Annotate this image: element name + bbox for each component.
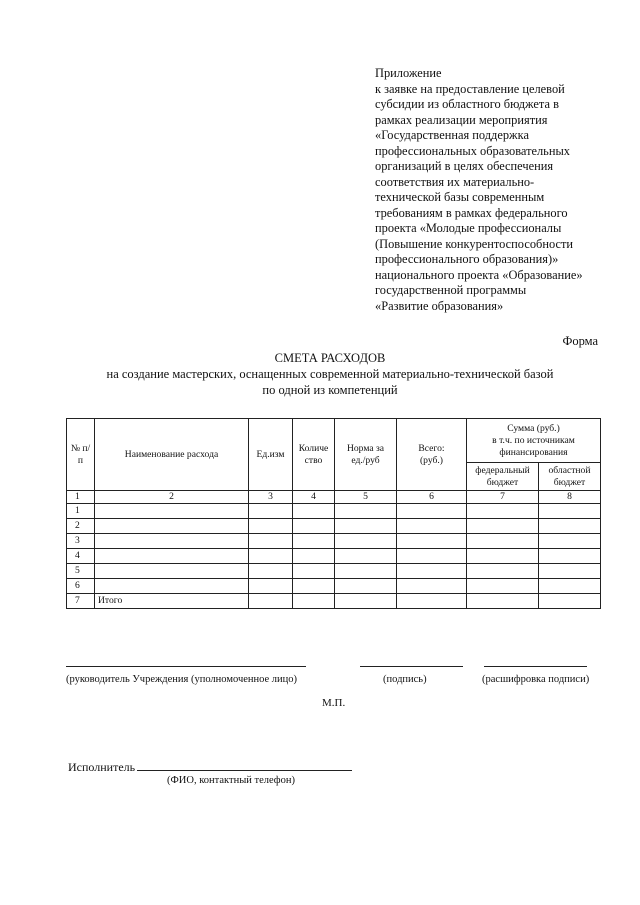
appendix-line: Приложение: [375, 66, 442, 80]
executor-label: Исполнитель: [68, 760, 136, 774]
value-cell[interactable]: [539, 549, 601, 564]
row-number: 6: [67, 579, 95, 594]
table-row: [67, 564, 601, 579]
row-number: 7: [67, 594, 95, 609]
expense-name-cell: [95, 564, 249, 579]
appendix-block: [375, 66, 625, 314]
appendix-line: технической базы современным: [375, 190, 545, 204]
row-number: 1: [67, 504, 95, 519]
header-quantity-line-2: ство: [304, 454, 323, 466]
table-row: [67, 549, 601, 564]
expense-name-cell: [95, 579, 249, 594]
value-cell[interactable]: [335, 534, 397, 549]
value-cell[interactable]: [397, 594, 467, 609]
signature-caption: (подпись): [383, 674, 427, 685]
row-number: 2: [67, 519, 95, 534]
appendix-line: к заявке на предоставление целевой: [375, 81, 565, 96]
expense-name-cell: [95, 534, 249, 549]
appendix-line: соответствия их материально-: [375, 174, 535, 189]
appendix-line: профессионального образования)»: [375, 252, 559, 266]
expense-name-cell: [95, 519, 249, 534]
appendix-line: (Повышение конкурентоспособности: [375, 236, 573, 251]
appendix-line: проекта «Молодые профессионалы: [375, 221, 562, 235]
header-name: Наименование расхода: [95, 419, 249, 491]
value-cell[interactable]: [397, 549, 467, 564]
value-cell[interactable]: [335, 594, 397, 609]
header-regional: [539, 463, 601, 491]
executor-line[interactable]: [137, 770, 352, 771]
header-regional-line-2: бюджет: [553, 476, 586, 488]
appendix-line: требованиям в рамках федерального: [375, 205, 568, 220]
title-line-1: СМЕТА РАСХОДОВ: [274, 351, 386, 365]
column-number: 1: [67, 491, 95, 504]
value-cell[interactable]: [335, 579, 397, 594]
stamp-label: М.П.: [322, 697, 346, 709]
header-sum: [467, 419, 601, 463]
header-norm-line-1: Норма за: [346, 442, 385, 454]
document-title: [60, 350, 600, 398]
header-total-line-1: Всего:: [418, 442, 445, 454]
header-num: № п/п: [67, 419, 95, 491]
expense-name-cell: [95, 549, 249, 564]
value-cell[interactable]: [539, 564, 601, 579]
appendix-line: национального проекта «Образование»: [375, 267, 583, 282]
value-cell[interactable]: [397, 534, 467, 549]
appendix-line: «Государственная поддержка: [375, 128, 529, 142]
header-norm: [335, 419, 397, 491]
row-number: 3: [67, 534, 95, 549]
title-line-3: по одной из компетенций: [262, 383, 398, 397]
column-number: 2: [95, 491, 249, 504]
value-cell[interactable]: [467, 579, 539, 594]
value-cell[interactable]: [539, 504, 601, 519]
value-cell[interactable]: [467, 594, 539, 609]
header-quantity-line-1: Количе: [298, 442, 329, 454]
value-cell[interactable]: [335, 549, 397, 564]
value-cell[interactable]: [293, 564, 335, 579]
title-line-2: на создание мастерских, оснащенных современной материально-технической базой: [106, 367, 554, 381]
column-number: 6: [397, 491, 467, 504]
appendix-line: рамках реализации мероприятия: [375, 112, 548, 127]
value-cell[interactable]: [293, 504, 335, 519]
estimate-table: [66, 418, 601, 609]
header-sum-line-3: финансирования: [499, 446, 568, 458]
executor-caption: (ФИО, контактный телефон): [167, 775, 295, 786]
column-number: 4: [293, 491, 335, 504]
value-cell[interactable]: [249, 519, 293, 534]
head-signature-line[interactable]: [66, 666, 306, 667]
table-row: [67, 504, 601, 519]
column-number: 8: [539, 491, 601, 504]
value-cell[interactable]: [467, 534, 539, 549]
header-quantity: [293, 419, 335, 491]
expense-name-cell: Итого: [95, 594, 249, 609]
value-cell[interactable]: [293, 519, 335, 534]
appendix-line: профессиональных образовательных: [375, 143, 570, 158]
value-cell[interactable]: [467, 564, 539, 579]
table-row: [67, 519, 601, 534]
decoding-caption: (расшифровка подписи): [482, 674, 590, 685]
column-number-row: [67, 491, 601, 504]
value-cell[interactable]: [335, 564, 397, 579]
column-number: 7: [467, 491, 539, 504]
value-cell[interactable]: [397, 579, 467, 594]
column-number: 3: [249, 491, 293, 504]
form-label: Форма: [562, 334, 598, 348]
value-cell[interactable]: [249, 564, 293, 579]
appendix-line: «Развитие образования»: [375, 298, 504, 313]
value-cell[interactable]: [539, 594, 601, 609]
header-federal-line-1: федеральный: [475, 464, 530, 476]
header-sum-line-1: Сумма (руб.): [507, 422, 560, 434]
value-cell[interactable]: [293, 549, 335, 564]
row-number: 4: [67, 549, 95, 564]
value-cell[interactable]: [467, 549, 539, 564]
value-cell[interactable]: [335, 519, 397, 534]
value-cell[interactable]: [249, 579, 293, 594]
table-row: [67, 534, 601, 549]
signature-line[interactable]: [360, 666, 463, 667]
value-cell[interactable]: [397, 519, 467, 534]
decoding-line[interactable]: [484, 666, 587, 667]
appendix-line: субсидии из областного бюджета в: [375, 97, 559, 111]
header-sum-line-2: в т.ч. по источникам: [492, 434, 575, 446]
value-cell[interactable]: [249, 549, 293, 564]
value-cell[interactable]: [397, 564, 467, 579]
appendix-line: государственной программы: [375, 283, 527, 297]
value-cell[interactable]: [467, 519, 539, 534]
header-federal-line-2: бюджет: [486, 476, 519, 488]
value-cell[interactable]: [467, 504, 539, 519]
header-norm-line-2: ед./руб: [351, 454, 380, 466]
value-cell[interactable]: [539, 519, 601, 534]
header-total-line-2: (руб.): [419, 454, 443, 466]
value-cell[interactable]: [335, 504, 397, 519]
row-number: 5: [67, 564, 95, 579]
value-cell[interactable]: [249, 594, 293, 609]
header-federal: [467, 463, 539, 491]
column-number: 5: [335, 491, 397, 504]
header-unit: Ед.изм: [249, 419, 293, 491]
expense-name-cell: [95, 504, 249, 519]
header-total: [397, 419, 467, 491]
value-cell[interactable]: [249, 534, 293, 549]
header-regional-line-1: областной: [548, 464, 591, 476]
appendix-line: организаций в целях обеспечения: [375, 159, 554, 173]
table-row: [67, 594, 601, 609]
table-row: [67, 579, 601, 594]
head-caption: (руководитель Учреждения (уполномоченное лицо): [66, 674, 298, 685]
value-cell[interactable]: [397, 504, 467, 519]
value-cell[interactable]: [539, 579, 601, 594]
value-cell[interactable]: [249, 504, 293, 519]
value-cell[interactable]: [293, 594, 335, 609]
value-cell[interactable]: [293, 534, 335, 549]
value-cell[interactable]: [539, 534, 601, 549]
value-cell[interactable]: [293, 579, 335, 594]
table-header-row: [67, 419, 601, 463]
